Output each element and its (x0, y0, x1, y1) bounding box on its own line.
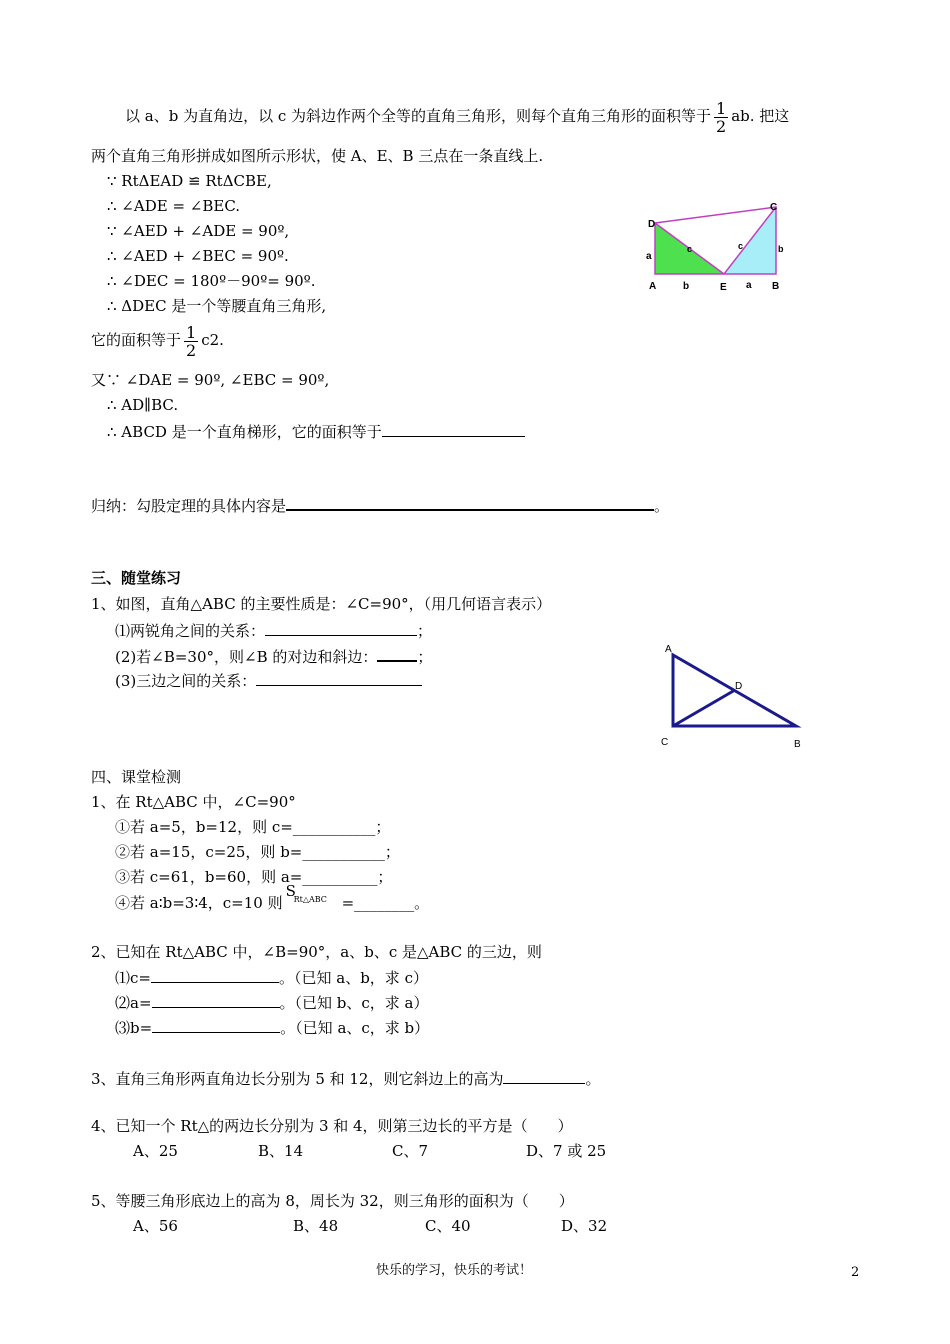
s4-q2-var: ⑵a= (115, 994, 152, 1012)
s3-q1-part-3 (115, 670, 422, 691)
proof-line: ∴ ∠AED + ∠BEC = 90º. (107, 247, 289, 265)
s4-q5-option[interactable]: C、40 (425, 1217, 471, 1235)
area-subscript: Rt△ABC (293, 895, 327, 904)
area-text: 它的面积等于 (91, 331, 182, 349)
summary-label: 归纳：勾股定理的具体内容是 (91, 497, 287, 515)
s4-q1-item: ①若 a=5，b=12，则 c=___________； (115, 818, 391, 836)
s3-q1-1-end: ； (417, 622, 433, 640)
s3-q1-3-blank[interactable] (256, 670, 422, 686)
s4-q5-option[interactable]: B、48 (293, 1217, 339, 1235)
fraction-denominator: 2 (186, 340, 197, 360)
segment-cd (673, 690, 735, 726)
s4-q1-item: ③若 c=61，b=60，则 a=__________； (115, 868, 393, 886)
s4-q3-end: 。 (585, 1070, 601, 1088)
s3-q1-1-text: ⑴两锐角之间的关系： (115, 622, 266, 640)
s3-q1-2-end: ； (417, 648, 433, 666)
label-d: D (648, 219, 656, 230)
fraction-half (714, 100, 728, 135)
intro-text-1-end: ab. 把这 (731, 107, 790, 125)
s4-q2-var: ⑶b= (115, 1019, 153, 1037)
s4-question-1: 1、在 Rt△ABC 中，∠C=90° (91, 793, 296, 811)
s4-q2-note: 。（已知 a、b，求 c） (278, 969, 428, 987)
page-number: 2 (851, 1265, 860, 1280)
s4-q2-var: ⑴c= (115, 969, 151, 987)
area-symbol (285, 882, 342, 916)
label-a: A (665, 644, 672, 655)
s4-q5-option[interactable]: D、32 (561, 1217, 608, 1235)
s4-q2-blank[interactable] (152, 992, 280, 1008)
footer-motto: 快乐的学习，快乐的考试！ (376, 1263, 533, 1278)
label-c-right: c (738, 241, 744, 251)
s4-q3-text: 3、直角三角形两直角边长分别为 5 和 12，则它斜边上的高为 (91, 1070, 504, 1088)
s4-q2-item (115, 1017, 429, 1038)
intro-line-2: 两个直角三角形拼成如图所示形状，使 A、E、B 三点在一条直线上. (91, 147, 544, 165)
s4-q4-option[interactable]: D、7 或 25 (526, 1142, 607, 1160)
s4-q1-4-end: =________。 (341, 894, 430, 912)
fraction-numerator: 1 (716, 98, 727, 118)
s3-q1-2-blank[interactable] (377, 645, 417, 662)
label-c: C (770, 202, 778, 213)
s4-q3-blank[interactable] (503, 1068, 585, 1084)
s4-q2-note: 。（已知 a、c，求 b） (280, 1019, 430, 1037)
label-b: B (794, 739, 801, 750)
s4-q1-item: ②若 a=15，c=25，则 b=___________； (115, 843, 400, 861)
label-c-left: c (687, 244, 693, 254)
s4-q4-option[interactable]: B、14 (258, 1142, 304, 1160)
s3-q1-part-1 (115, 620, 432, 641)
s4-q2-item (115, 967, 428, 988)
proof-line: ∴ ∠ADE = ∠BEC. (107, 197, 241, 215)
s4-q2-blank[interactable] (151, 967, 279, 983)
s4-q2-blank[interactable] (152, 1017, 280, 1033)
proof-line: ∴ ∠DEC = 180º－90º= 90º. (107, 272, 316, 290)
label-d: D (735, 681, 743, 692)
proof-line: ∴ ΔDEC 是一个等腰直角三角形, (107, 297, 327, 315)
fraction-half (184, 324, 198, 359)
triangle-figure (655, 638, 810, 750)
summary-end: 。 (654, 497, 670, 515)
label-e: E (720, 282, 727, 293)
s4-q1-4-text: ④若 a∶b=3∶4，c=10 则 (115, 894, 283, 912)
label-a-side: a (646, 251, 652, 262)
s3-q1-part-2 (115, 645, 432, 667)
s4-question-5: 5、等腰三角形底边上的高为 8，周长为 32，则三角形的面积为（ ） (91, 1192, 574, 1210)
s4-question-4: 4、已知一个 Rt△的两边长分别为 3 和 4，则第三边长的平方是（ ） (91, 1117, 573, 1135)
proof-line: ∵ RtΔEAD ≌ RtΔCBE, (107, 172, 272, 190)
s4-q5-option[interactable]: A、56 (133, 1217, 178, 1235)
summary-line (91, 494, 669, 516)
s4-question-2: 2、已知在 Rt△ABC 中，∠B=90°，a、b、c 是△ABC 的三边，则 (91, 943, 542, 961)
s3-q1-2-text: (2)若∠B=30°，则∠B 的对边和斜边： (115, 648, 378, 666)
label-a-bottom: a (746, 280, 752, 291)
s3-q1-3-text: (3)三边之间的关系： (115, 672, 257, 690)
area-text-end: c2. (201, 331, 224, 349)
fraction-denominator: 2 (716, 116, 727, 136)
proof2-line: 又∵ ∠DAE = 90º, ∠EBC = 90º, (91, 371, 330, 389)
area-s: S (285, 882, 296, 900)
s4-q2-item (115, 992, 429, 1013)
s3-question-1: 1、如图，直角△ABC 的主要性质是：∠C=90°，（用几何语言表示） (91, 595, 552, 613)
proof-line: ∵ ∠AED + ∠ADE = 90º, (107, 222, 290, 240)
summary-blank[interactable] (286, 494, 654, 511)
s4-q1-item-4 (115, 882, 430, 916)
trapezoid-figure (640, 198, 800, 298)
proof2-line: ∴ AD∥BC. (107, 396, 179, 414)
label-c: C (661, 737, 669, 748)
trapezoid-area-blank[interactable] (382, 421, 525, 437)
section-4-title: 四、课堂检测 (91, 768, 182, 786)
intro-line-1 (125, 98, 789, 135)
label-b-bottom: b (683, 281, 690, 292)
s4-q2-note: 。（已知 b、c，求 a） (279, 994, 429, 1012)
section-3-title: 三、随堂练习 (91, 569, 182, 587)
label-b-side: b (778, 244, 784, 254)
trapezoid-text: ∴ ABCD 是一个直角梯形，它的面积等于 (107, 423, 382, 441)
s4-question-3 (91, 1068, 601, 1089)
label-b: B (772, 281, 780, 292)
label-a: A (649, 281, 657, 292)
s4-q4-option[interactable]: C、7 (392, 1142, 429, 1160)
area-line (91, 322, 224, 359)
proof2-line (107, 421, 525, 442)
s4-q4-option[interactable]: A、25 (133, 1142, 178, 1160)
s3-q1-1-blank[interactable] (265, 620, 417, 636)
fraction-numerator: 1 (186, 322, 197, 342)
intro-text-1: 以 a、b 为直角边，以 c 为斜边作两个全等的直角三角形，则每个直角三角形的面积等于 (125, 107, 712, 125)
